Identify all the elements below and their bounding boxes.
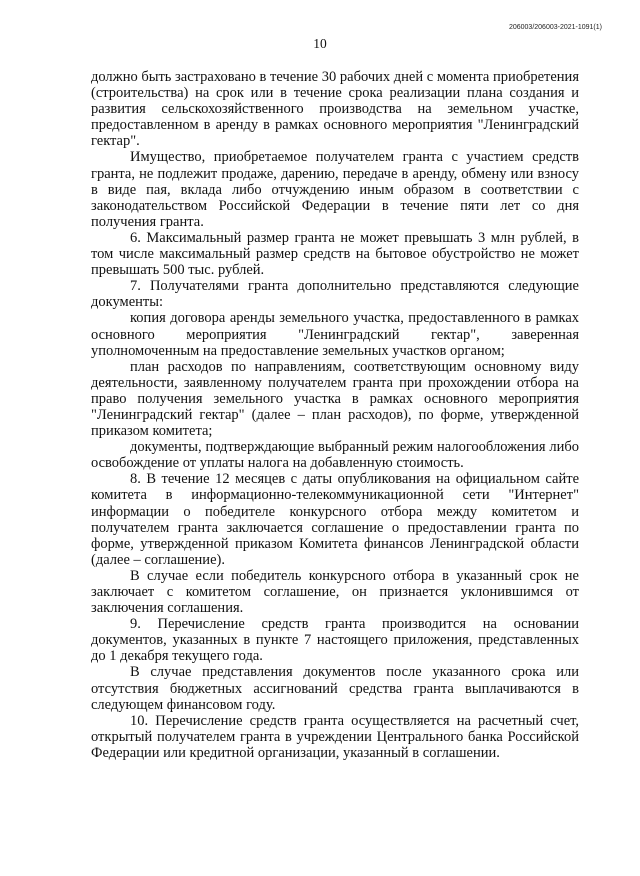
paragraph-property-restriction: Имущество, приобретаемое получателем гранта с участием средств гранта, не подлежит продаже, дарению, передаче в аренду, обмену или взносу в виде пая, вклада либо отчуждению иным образом в соответствии с законодательством Российской Федерации в течение пяти лет со дня получения гранта. — [91, 149, 579, 230]
paragraph-item-10: 10. Перечисление средств гранта осуществляется на расчетный счет, открытый получателем гранта в учреждении Центрального банка Российской Федерации или кредитной организации, указанный в соглашении. — [91, 712, 579, 761]
paragraph-lease-copy: копия договора аренды земельного участка, предоставленного в рамках основного мероприятия "Ленинградский гектар", заверенная уполномоченным на предоставление земельных участков органом; — [91, 310, 579, 359]
document-body — [91, 69, 579, 761]
page-number: 10 — [313, 36, 327, 51]
paragraph-evasion: В случае если победитель конкурсного отбора в указанный срок не заключает с комитетом соглашение, он признается уклонившимся от заключения соглашения. — [91, 567, 579, 617]
paragraph-item-8: 8. В течение 12 месяцев с даты опубликования на официальном сайте комитета в информационно-телекоммуникационной сети "Интернет" информации о победителе конкурсного отбора между комитетом и получателем гранта заключается соглашение о предоставлении гранта по форме, утвержденной приказом Комитета финансов Ленинградской области (далее – соглашение). — [91, 471, 579, 568]
paragraph-late-submission: В случае представления документов после указанного срока или отсутствия бюджетных ассигнований средства гранта выплачиваются в следующем финансовом году. — [91, 664, 579, 713]
paragraph-expense-plan: план расходов по направлениям, соответствующим основному виду деятельности, заявленному получателем гранта при прохождении отбора на право получения земельного участка в рамках основного мероприятия "Ленинградский гектар" (далее – план расходов), по форме, утвержденной приказом комитета; — [91, 358, 579, 440]
paragraph-item-9: 9. Перечисление средств гранта производится на основании документов, указанных в пункте 7 настоящего приложения, представленных до 1 декабря текущего года. — [91, 616, 579, 665]
paragraph-item-6: 6. Максимальный размер гранта не может превышать 3 млн рублей, в том числе максимальный размер средств на бытовое обустройство не может превышать 500 тыс. рублей. — [91, 229, 579, 279]
document-id: 206003/206003-2021-1091(1) — [508, 24, 602, 31]
paragraph-continuation: должно быть застраховано в течение 30 рабочих дней с момента приобретения (строительства) на срок или в течение срока реализации плана создания и развития сельскохозяйственного производства на земельном участке, предоставленном в аренду в рамках основного мероприятия "Ленинградский гектар". — [91, 69, 579, 150]
paragraph-tax-documents: документы, подтверждающие выбранный режим налогообложения либо освобождение от уплаты налога на добавленную стоимость. — [91, 439, 579, 472]
paragraph-item-7: 7. Получателями гранта дополнительно представляются следующие документы: — [91, 278, 579, 311]
